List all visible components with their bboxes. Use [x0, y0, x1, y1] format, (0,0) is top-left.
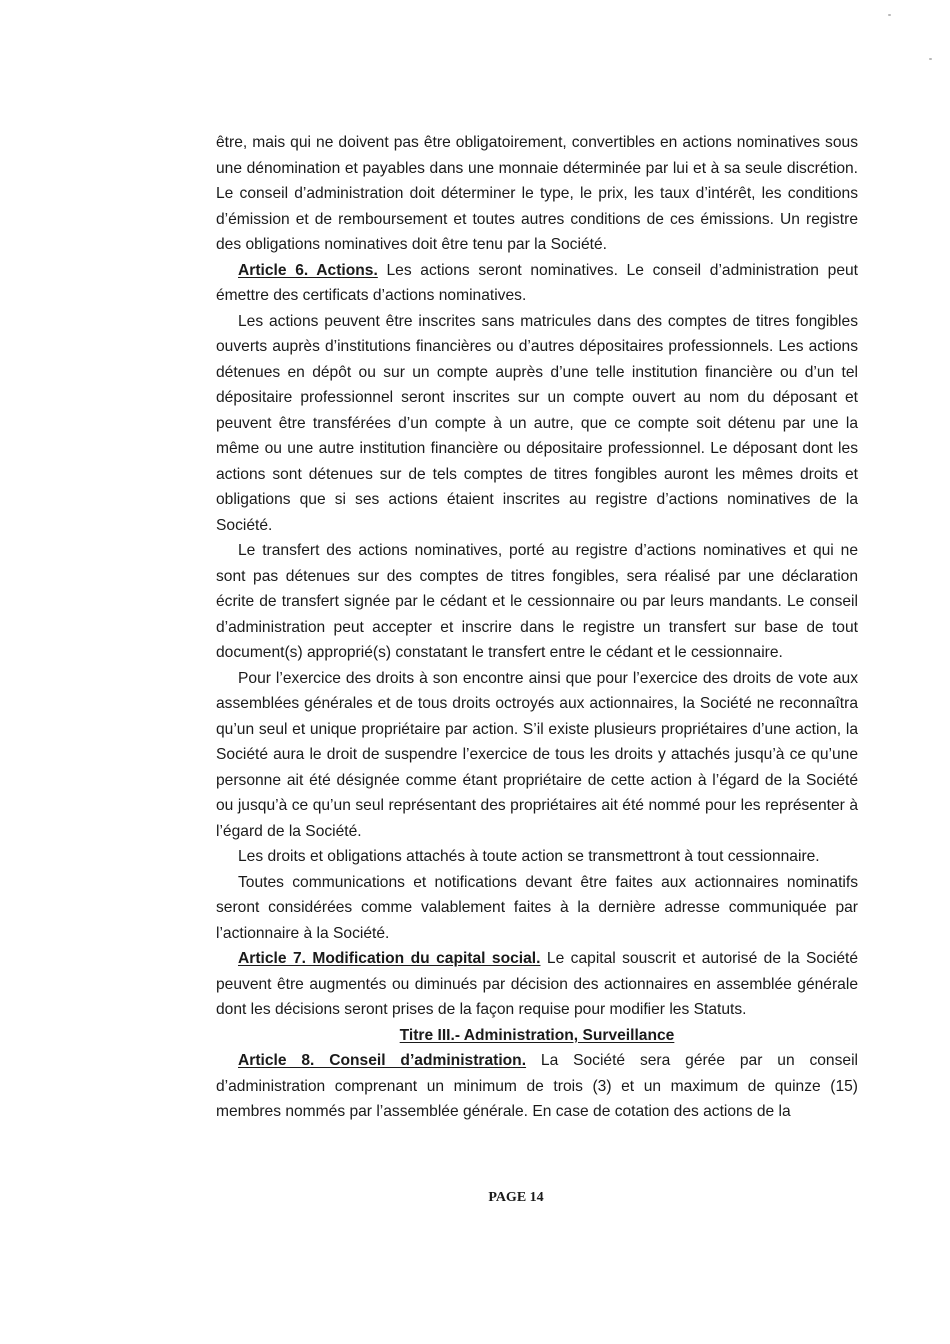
article-7-text: Le capital souscrit et autorisé de la Société peuvent être augmentés ou diminués par décision des actionnaires en assemblée générale dont les décisions seront prises de la façon requise pour modifier les Statuts. — [216, 950, 859, 1018]
paragraph-article-8 — [216, 1048, 858, 1125]
article-8-text: La Société sera gérée par un conseil d’administration comprenant un minimum de trois (3) et un maximum de quinze (15) membres nommés par l’assemblée générale. En case de cotation des actions de la — [216, 1052, 859, 1120]
scan-speck — [929, 58, 932, 60]
paragraph-notifications: Toutes communications et notifications devant être faites aux actionnaires nominatifs seront considérées comme valablement faites à la dernière adresse communiquée par l’actionnaire à la Société. — [216, 873, 858, 942]
paragraph-bonds-continuation: être, mais qui ne doivent pas être obligatoirement, convertibles en actions nominatives sous une dénomination et payables dans une monnaie déterminée par lui et à sa seule discrétion. Le conseil d’administration doit déterminer le type, le prix, les taux d’intérêt, les conditions d’émission et de remboursement et toutes autres conditions de ces émissions. Un registre des obligations nominatives doit être tenu par la Société. — [216, 134, 858, 253]
article-7-heading: Article 7. Modification du capital social. — [238, 950, 541, 967]
paragraph-single-owner: Pour l’exercice des droits à son encontre ainsi que pour l’exercice des droits de vote aux assemblées générales et de tous droits octroyés aux actionnaires, la Société ne reconnaîtra qu’un seul et unique propriétaire par action. S’il existe plusieurs propriétaires d’une action, la Société aura le droit de suspendre l’exercice de tous les droits y attachés jusqu’à ce qu’une personne ait été désignée comme étant propriétaire de cette action à l’égard de la Société ou jusqu’à ce qu’un seul représentant des propriétaires ait été nommé pour les représenter à l’égard de la Société. — [216, 669, 858, 840]
page-number: PAGE 14 — [488, 1190, 544, 1205]
article-6-heading: Article 6. Actions. — [238, 261, 378, 279]
paragraph-article-6 — [216, 258, 858, 309]
document-body — [216, 130, 858, 1125]
paragraph-article-7 — [216, 946, 858, 1023]
article-6-text: Les actions seront nominatives. Le conseil d’administration peut émettre des certificats d’actions nominatives. — [216, 261, 858, 304]
article-8-heading: Article 8. Conseil d’administration. — [238, 1052, 527, 1069]
paragraph-fungible-accounts: Les actions peuvent être inscrites sans matricules dans des comptes de titres fongibles ouverts auprès d’institutions financières ou d’autres dépositaires professionnels. Les actions détenues en dépôt ou sur un compte auprès d’une telle institution financière ou d’un tel dépositaire professionnel seront inscrites sur un compte ouvert au nom du déposant et peuvent être transférées d’un compte à un autre, que ce compte soit détenu par une la même ou une autre institution financière ou dépositaire professionnel. Le déposant dont les actions sont détenues sur de tels comptes de titres fongibles auront les mêmes droits et obligations que si ses actions étaient inscrites au registre d’actions nominatives de la Société. — [216, 312, 858, 534]
section-title-3: Titre III.- Administration, Surveillance — [399, 1026, 675, 1044]
paragraph-rights-transmission: Les droits et obligations attachés à toute action se transmettront à tout cessionnaire. — [238, 848, 820, 865]
scan-speck — [888, 14, 891, 16]
paragraph-share-transfer: Le transfert des actions nominatives, porté au registre d’actions nominatives et qui ne sont pas détenues sur des comptes de titres fongibles, sera réalisé par une déclaration écrite de transfert signée par le cédant et le cessionnaire ou par leurs mandants. Le conseil d’administration peut accepter et inscrire dans le registre un transfert sur base de tout document(s) approprié(s) constatant le transfert entre le cédant et le cessionnaire. — [216, 542, 858, 661]
